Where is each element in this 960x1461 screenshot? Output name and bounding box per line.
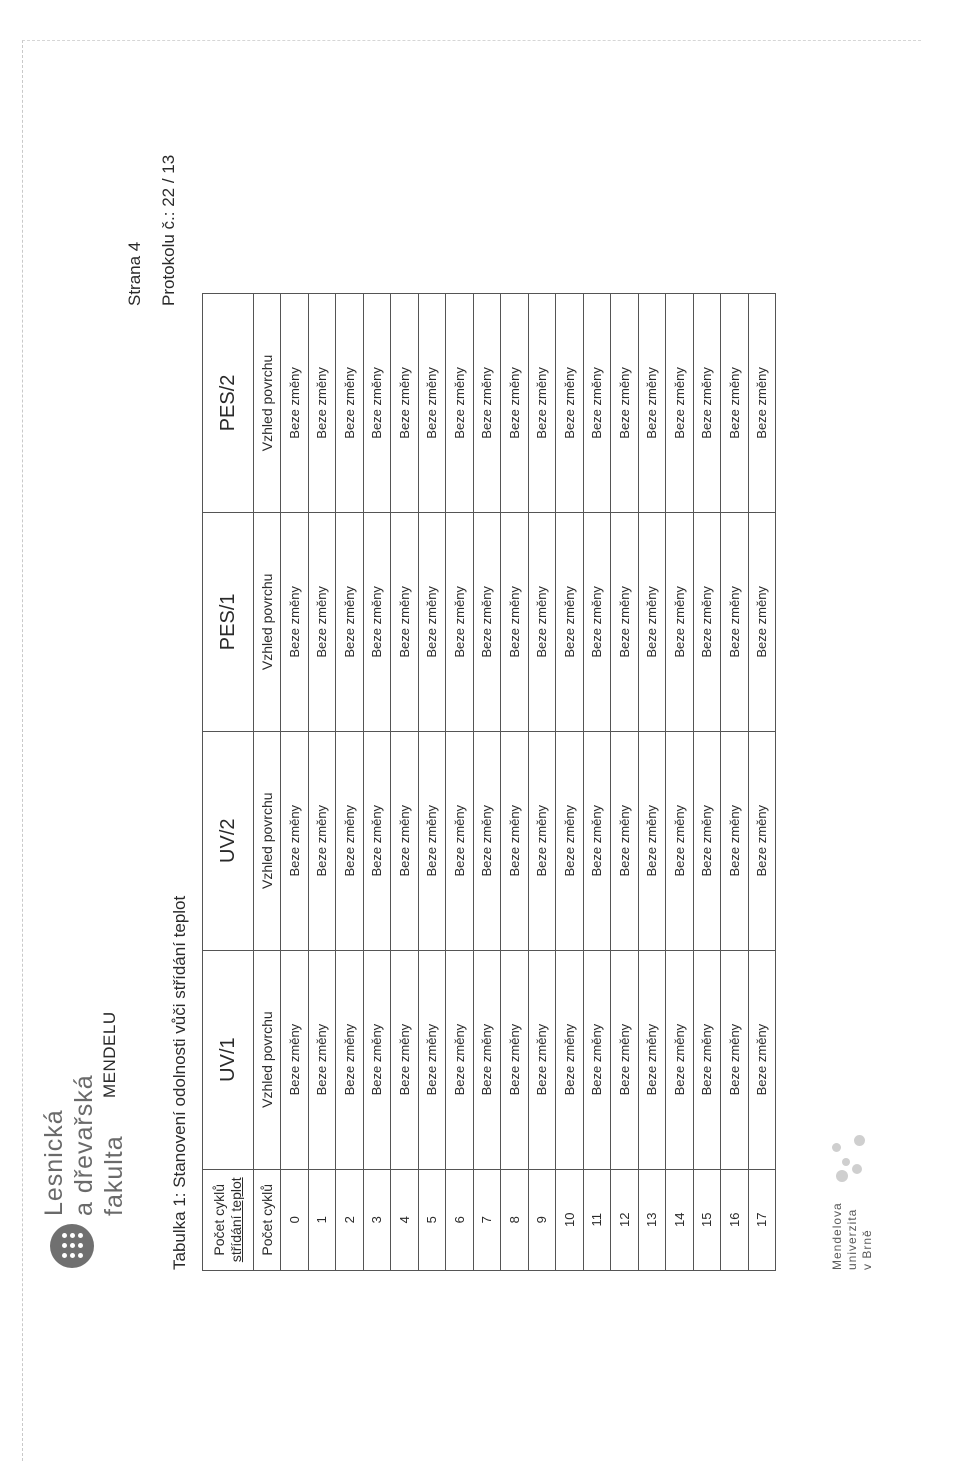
faculty-emblem-icon: [50, 1224, 94, 1268]
table-row: [666, 294, 694, 1271]
surface-appearance-cell: Beze změny: [611, 950, 639, 1169]
surface-appearance-cell: Beze změny: [748, 950, 776, 1169]
surface-appearance-cell: Beze změny: [666, 512, 694, 731]
cycle-number: 5: [418, 1169, 446, 1270]
surface-appearance-cell: Beze změny: [501, 294, 529, 513]
table-row: [446, 294, 474, 1271]
surface-appearance-cell: Beze změny: [583, 294, 611, 513]
cycle-number: 10: [556, 1169, 584, 1270]
surface-appearance-cell: Beze změny: [638, 950, 666, 1169]
surface-appearance-cell: Beze změny: [308, 294, 336, 513]
surface-appearance-cell: Beze změny: [446, 731, 474, 950]
group-header: PES/2: [203, 294, 254, 513]
surface-appearance-cell: Beze změny: [363, 731, 391, 950]
surface-appearance-cell: Beze změny: [583, 512, 611, 731]
surface-appearance-cell: Beze změny: [336, 950, 364, 1169]
surface-appearance-cell: Beze změny: [363, 950, 391, 1169]
cycle-number: 1: [308, 1169, 336, 1270]
cycle-number: 15: [693, 1169, 721, 1270]
surface-appearance-cell: Beze změny: [721, 512, 749, 731]
surface-appearance-cell: Beze změny: [308, 950, 336, 1169]
table-row: [638, 294, 666, 1271]
table-row: [721, 294, 749, 1271]
surface-appearance-cell: Beze změny: [666, 950, 694, 1169]
table-row: [611, 294, 639, 1271]
surface-appearance-cell: Beze změny: [556, 512, 584, 731]
surface-appearance-cell: Beze změny: [528, 512, 556, 731]
surface-appearance-cell: Beze změny: [693, 950, 721, 1169]
surface-appearance-cell: Beze změny: [748, 512, 776, 731]
surface-appearance-cell: Beze změny: [748, 294, 776, 513]
surface-appearance-cell: Beze změny: [281, 294, 309, 513]
table-row: [418, 294, 446, 1271]
university-line-3: v Brně: [860, 1229, 874, 1270]
surface-appearance-cell: Beze změny: [721, 950, 749, 1169]
cycle-number: 14: [666, 1169, 694, 1270]
cycle-number: 6: [446, 1169, 474, 1270]
cycles-header-line-1: Počet cyklů: [211, 1183, 227, 1256]
group-header: UV/1: [203, 950, 254, 1169]
faculty-logo: [40, 1018, 150, 1268]
surface-appearance-cell: Beze změny: [693, 731, 721, 950]
surface-appearance-cell: Beze změny: [721, 731, 749, 950]
surface-appearance-cell: Beze změny: [418, 950, 446, 1169]
table-row: [308, 294, 336, 1271]
surface-appearance-cell: Beze změny: [611, 512, 639, 731]
cycles-column-header: [203, 1169, 254, 1270]
surface-appearance-cell: Beze změny: [418, 731, 446, 950]
table-row: [528, 294, 556, 1271]
surface-appearance-cell: Beze změny: [446, 950, 474, 1169]
surface-appearance-cell: Beze změny: [281, 731, 309, 950]
table-row: [693, 294, 721, 1271]
surface-appearance-cell: Beze změny: [583, 950, 611, 1169]
results-table: [202, 293, 776, 1271]
surface-appearance-cell: Beze změny: [391, 512, 419, 731]
page-number: Strana 4: [125, 241, 144, 306]
table-subheader-row: [254, 294, 281, 1271]
surface-appearance-cell: Beze změny: [528, 950, 556, 1169]
cycle-number: 0: [281, 1169, 309, 1270]
surface-appearance-cell: Beze změny: [611, 731, 639, 950]
cycle-number: 3: [363, 1169, 391, 1270]
cycle-number: 12: [611, 1169, 639, 1270]
table-row: [748, 294, 776, 1271]
surface-appearance-cell: Beze změny: [611, 294, 639, 513]
surface-appearance-cell: Beze změny: [501, 731, 529, 950]
surface-appearance-cell: Beze změny: [583, 731, 611, 950]
surface-appearance-cell: Beze změny: [666, 294, 694, 513]
surface-appearance-cell: Beze změny: [363, 512, 391, 731]
surface-appearance-cell: Beze změny: [363, 294, 391, 513]
surface-appearance-cell: Beze změny: [336, 294, 364, 513]
surface-appearance-cell: Beze změny: [446, 294, 474, 513]
surface-appearance-cell: Beze změny: [473, 294, 501, 513]
cycle-number: 13: [638, 1169, 666, 1270]
surface-appearance-cell: Beze změny: [556, 950, 584, 1169]
faculty-name-line-2: a dřevařská: [70, 1074, 98, 1216]
subheader-cell: Vzhled povrchu: [254, 294, 281, 513]
subheader-cell: Vzhled povrchu: [254, 950, 281, 1169]
surface-appearance-cell: Beze změny: [528, 294, 556, 513]
table-row: [556, 294, 584, 1271]
table-group-header-row: [203, 294, 254, 1271]
group-header: UV/2: [203, 731, 254, 950]
surface-appearance-cell: Beze změny: [473, 731, 501, 950]
table-title: Tabulka 1: Stanovení odolnosti vůči střídání teplot: [170, 895, 189, 1270]
cycle-number: 17: [748, 1169, 776, 1270]
surface-appearance-cell: Beze změny: [666, 731, 694, 950]
faculty-name-line-3: fakulta: [100, 1135, 128, 1216]
cycle-number: 16: [721, 1169, 749, 1270]
surface-appearance-cell: Beze změny: [473, 950, 501, 1169]
surface-appearance-cell: Beze změny: [556, 731, 584, 950]
surface-appearance-cell: Beze změny: [418, 512, 446, 731]
surface-appearance-cell: Beze změny: [473, 512, 501, 731]
cycle-number: 11: [583, 1169, 611, 1270]
university-logo: [830, 1120, 930, 1270]
group-header: PES/1: [203, 512, 254, 731]
subheader-cell: Vzhled povrchu: [254, 731, 281, 950]
surface-appearance-cell: Beze změny: [336, 512, 364, 731]
cycle-number: 7: [473, 1169, 501, 1270]
table-row: [501, 294, 529, 1271]
surface-appearance-cell: Beze změny: [501, 950, 529, 1169]
table-row: [363, 294, 391, 1271]
surface-appearance-cell: Beze změny: [693, 512, 721, 731]
surface-appearance-cell: Beze změny: [638, 731, 666, 950]
table-row: [583, 294, 611, 1271]
faculty-name-line-1: Lesnická: [40, 1109, 68, 1216]
surface-appearance-cell: Beze změny: [391, 294, 419, 513]
table-row: [391, 294, 419, 1271]
surface-appearance-cell: Beze změny: [308, 512, 336, 731]
surface-appearance-cell: Beze změny: [638, 512, 666, 731]
surface-appearance-cell: Beze změny: [391, 950, 419, 1169]
university-line-1: Mendelova: [830, 1202, 844, 1270]
surface-appearance-cell: Beze změny: [336, 731, 364, 950]
surface-appearance-cell: Beze změny: [721, 294, 749, 513]
surface-appearance-cell: Beze změny: [281, 950, 309, 1169]
surface-appearance-cell: Beze změny: [308, 731, 336, 950]
brand-name: MENDELU: [100, 1011, 119, 1098]
table-row: [336, 294, 364, 1271]
subheader-cycles: Počet cyklů: [254, 1169, 281, 1270]
cycle-number: 8: [501, 1169, 529, 1270]
surface-appearance-cell: Beze změny: [638, 294, 666, 513]
surface-appearance-cell: Beze změny: [693, 294, 721, 513]
cycles-header-line-2: střídání teplot: [228, 1177, 244, 1263]
table-row: [473, 294, 501, 1271]
protocol-number: Protokolu č.: 22 / 13: [159, 154, 178, 306]
page-info: [118, 155, 186, 306]
surface-appearance-cell: Beze změny: [501, 512, 529, 731]
surface-appearance-cell: Beze změny: [418, 294, 446, 513]
table-row: [281, 294, 309, 1271]
surface-appearance-cell: Beze změny: [528, 731, 556, 950]
university-line-2: univerzita: [845, 1208, 859, 1270]
subheader-cell: Vzhled povrchu: [254, 512, 281, 731]
table-body: [281, 294, 776, 1271]
cycle-number: 4: [391, 1169, 419, 1270]
surface-appearance-cell: Beze změny: [748, 731, 776, 950]
surface-appearance-cell: Beze změny: [556, 294, 584, 513]
surface-appearance-cell: Beze změny: [391, 731, 419, 950]
cycle-number: 2: [336, 1169, 364, 1270]
surface-appearance-cell: Beze změny: [446, 512, 474, 731]
surface-appearance-cell: Beze změny: [281, 512, 309, 731]
cycle-number: 9: [528, 1169, 556, 1270]
